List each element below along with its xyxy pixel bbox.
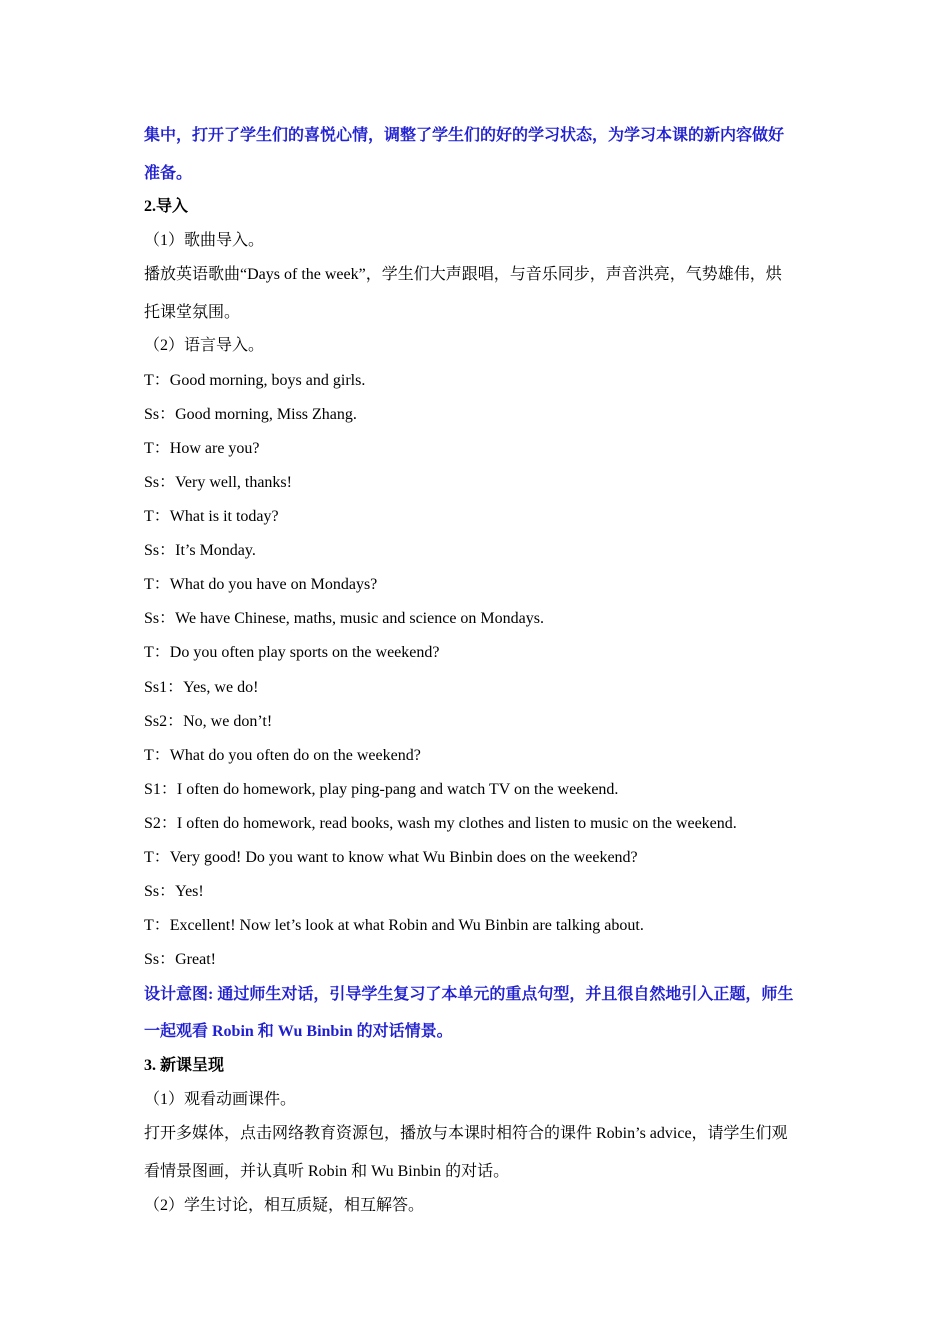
section-3-sub2-title: （2）学生讨论，相互质疑，相互解答。: [144, 1197, 425, 1214]
dialogue-line: T：What do you often do on the weekend?: [144, 747, 421, 764]
dialogue-line: S1：I often do homework, play ping-pang and watch TV on the weekend.: [144, 781, 619, 798]
dialogue-line: Ss：We have Chinese, maths, music and science on Mondays.: [144, 610, 544, 627]
section-2-sub2-title: （2）语言导入。: [144, 337, 265, 354]
dialogue-line: T：Good morning, boys and girls.: [144, 372, 366, 389]
dialogue-line: Ss：Yes!: [144, 883, 204, 900]
section-2-design-line-1: 设计意图: 通过师生对话，引导学生复习了本单元的重点句型，并且很自然地引入正题，师生: [144, 986, 794, 1003]
section-3-sub1-text-line-2: 看情景图画，并认真听 Robin 和 Wu Binbin 的对话。: [144, 1163, 510, 1180]
dialogue-line: Ss：It’s Monday.: [144, 542, 256, 559]
intro-design-line-2: 准备。: [144, 165, 193, 182]
dialogue-line: Ss1：Yes, we do!: [144, 679, 259, 696]
intro-design-line-1: 集中，打开了学生们的喜悦心情，调整了学生们的好的学习状态，为学习本课的新内容做好: [144, 127, 785, 144]
dialogue-line: T：Do you often play sports on the weekend?: [144, 644, 440, 661]
section-3-sub1-text-line-1: 打开多媒体，点击网络教育资源包，播放与本课时相符合的课件 Robin’s advice，请学生们观: [144, 1125, 788, 1142]
dialogue-line: Ss2：No, we don’t!: [144, 713, 273, 730]
dialogue-line: S2：I often do homework, read books, wash my clothes and listen to music on the weekend.: [144, 815, 737, 832]
dialogue-line: T：How are you?: [144, 440, 260, 457]
section-2-sub1-text-line-1: 播放英语歌曲“Days of the week”，学生们大声跟唱，与音乐同步，声音洪亮，气势雄伟，烘: [144, 266, 782, 283]
section-2-heading: 2.导入: [144, 198, 189, 215]
dialogue-line: T：What do you have on Mondays?: [144, 576, 378, 593]
section-3-heading: 3. 新课呈现: [144, 1057, 225, 1074]
dialogue-line: T：Excellent! Now let’s look at what Robin and Wu Binbin are talking about.: [144, 917, 644, 934]
dialogue-line: Ss：Good morning, Miss Zhang.: [144, 406, 357, 423]
section-3-sub1-title: （1）观看动画课件。: [144, 1091, 297, 1108]
section-2-sub1-title: （1）歌曲导入。: [144, 232, 265, 249]
dialogue-line: T：What is it today?: [144, 508, 279, 525]
dialogue-line: T：Very good! Do you want to know what Wu Binbin does on the weekend?: [144, 849, 638, 866]
dialogue-line: Ss：Great!: [144, 951, 216, 968]
section-2-sub1-text-line-2: 托课堂氛围。: [144, 304, 241, 321]
section-2-design-line-2: 一起观看 Robin 和 Wu Binbin 的对话情景。: [144, 1023, 453, 1040]
dialogue-line: Ss：Very well, thanks!: [144, 474, 292, 491]
